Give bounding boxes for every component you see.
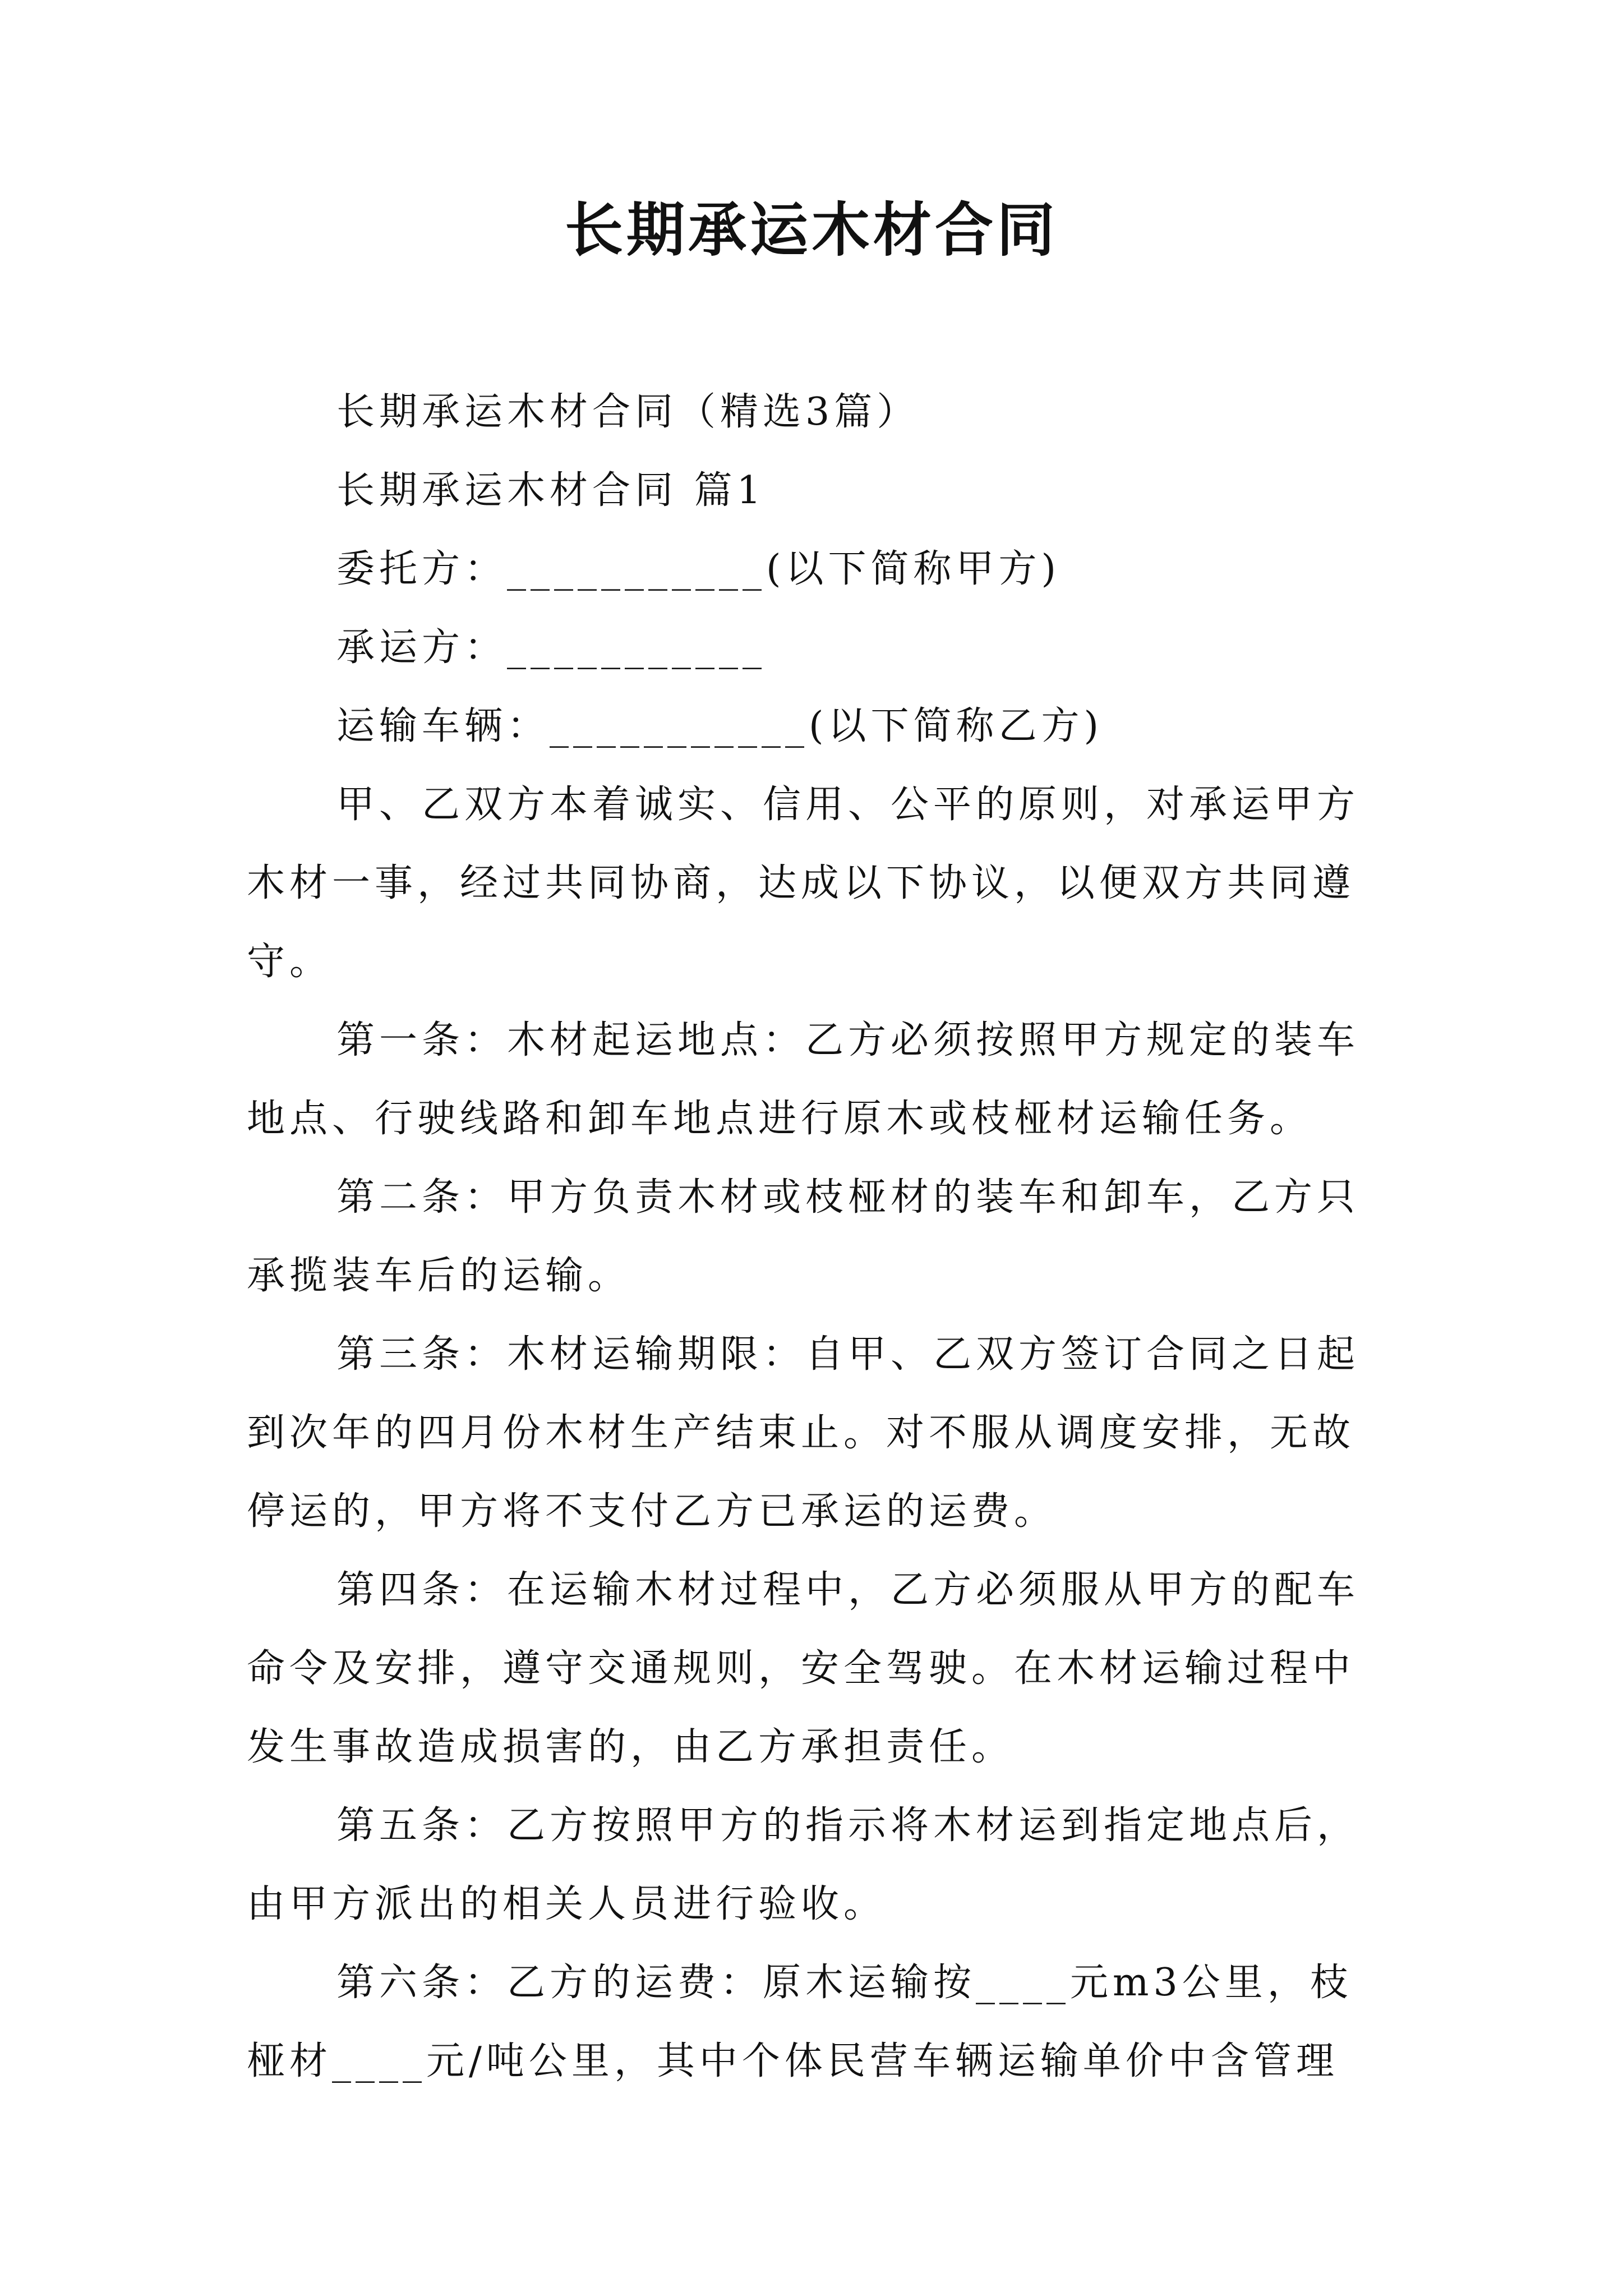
paragraph-article-4: 第四条：在运输木材过程中，乙方必须服从甲方的配车命令及安排，遵守交通规则，安全驾驶。在木材运输过程中发生事故造成损害的，由乙方承担责任。	[247, 1568, 1360, 1769]
paragraph-section-heading: 长期承运木材合同 篇1	[336, 468, 766, 513]
paragraph-article-1: 第一条：木材起运地点：乙方必须按照甲方规定的装车地点、行驶线路和卸车地点进行原木或枝桠材运输任务。	[247, 1018, 1360, 1141]
paragraph-preamble: 甲、乙双方本着诚实、信用、公平的原则，对承运甲方木材一事，经过共同协商，达成以下协议，以便双方共同遵守。	[247, 783, 1360, 984]
document-body	[247, 373, 1391, 2101]
document-title: 长期承运木材合同	[564, 195, 1058, 264]
paragraph-client: 委托方：___________(以下简称甲方)	[336, 547, 1061, 591]
paragraph-subtitle: 长期承运木材合同（精选3篇）	[336, 390, 920, 434]
paragraph-vehicle: 运输车辆：___________(以下简称乙方)	[336, 704, 1104, 748]
paragraph-article-6: 第六条：乙方的运费：原木运输按____元m3公里，枝桠材____元/吨公里，其中个体民营车辆运输单价中含管理	[247, 1961, 1353, 2083]
paragraph-carrier: 承运方：___________	[336, 625, 767, 670]
paragraph-article-5: 第五条：乙方按照甲方的指示将木材运到指定地点后，由甲方派出的相关人员进行验收。	[247, 1803, 1360, 1926]
paragraph-article-3: 第三条：木材运输期限：自甲、乙双方签订合同之日起到次年的四月份木材生产结束止。对不服从调度安排，无故停运的，甲方将不支付乙方已承运的运费。	[247, 1332, 1360, 1534]
paragraph-article-2: 第二条：甲方负责木材或枝桠材的装车和卸车，乙方只承揽装车后的运输。	[247, 1175, 1360, 1298]
